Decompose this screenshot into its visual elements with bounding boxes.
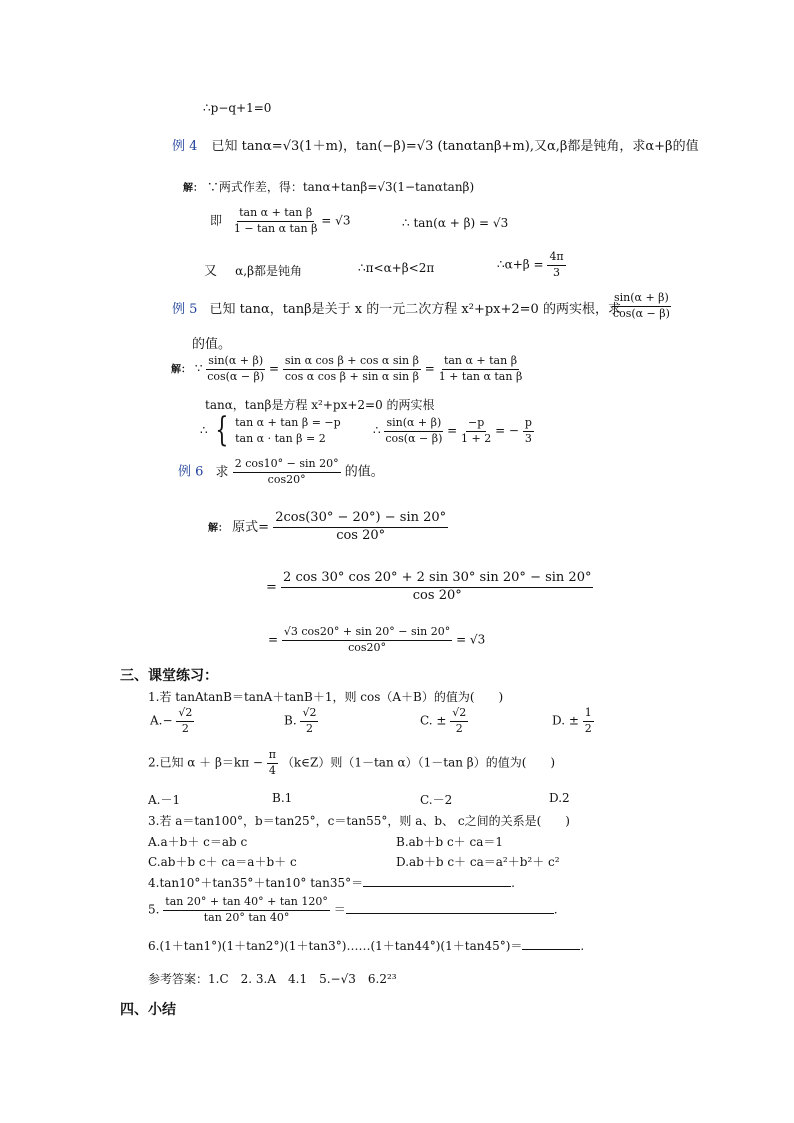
- exercise-2-option-b: B.1: [272, 791, 293, 805]
- exercise-2-option-a: A.－1: [148, 793, 181, 807]
- fraction-denominator: cos α cos β + sin α sin β: [284, 369, 419, 383]
- fraction-denominator: cos 20°: [412, 587, 462, 603]
- fraction-numerator: √2: [176, 707, 194, 722]
- system-eq-1: tan α + tan β = −p: [235, 416, 341, 429]
- sin-over-cos-fraction: [612, 292, 671, 320]
- equals-sign: ＝: [333, 902, 346, 917]
- fraction-numerator: −p: [466, 417, 486, 432]
- fraction-numerator: sin α cos β + cos α sin β: [283, 355, 421, 370]
- example-6-fraction: [233, 458, 341, 486]
- question-prefix: 2.已知 α ＋ β＝kπ −: [148, 755, 263, 770]
- option-prefix: C. ±: [420, 713, 447, 728]
- fraction-g1: [384, 417, 443, 445]
- exercise-4-question: [148, 874, 515, 891]
- exercise-1-option-a: [150, 707, 194, 735]
- fraction-numerator: 2 cos10° − sin 20°: [233, 458, 341, 473]
- example-5-conclusion: ∴ $\frac{\sin(\alpha + \beta)}{\cos(\alpha - \beta)}$ = $\frac{-p}{1 + 2}$ = − $\frac{p}{3}$: [373, 416, 532, 445]
- fraction-denominator: 2: [584, 721, 592, 735]
- fraction-denominator: cos20°: [267, 472, 306, 486]
- pi-over-four: [267, 749, 278, 777]
- fraction-denominator: cos(α − β): [385, 431, 443, 445]
- fraction-denominator: tan 20° tan 40°: [203, 910, 290, 924]
- fraction-denominator: 1 + 2: [461, 431, 492, 445]
- example-6-tail: 的值。: [344, 464, 384, 480]
- example-4-therefore: ∴ tan(α + β) = √3: [402, 216, 509, 230]
- example-5-target-fraction: [612, 292, 671, 320]
- example-5-question: 已知 tanα，tanβ是关于 x 的一元二次方程 x²+px+2=0 的两实根，求: [209, 302, 621, 317]
- exercise-3-option-b: B.ab＋b c＋ ca＝1: [396, 835, 504, 849]
- tan-sum-fraction: [234, 207, 318, 235]
- fraction-numerator: 2cos(30° − 20°) − sin 20°: [273, 511, 448, 528]
- question-text: 4.tan10°＋tan35°＋tan10° tan35°＝: [148, 876, 364, 890]
- original-expression: 原式=: [232, 519, 270, 535]
- exercise-3-option-a: A.a＋b＋ c＝ab c: [148, 835, 248, 849]
- question-text: 6.(1＋tan1°)(1＋tan2°)(1＋tan3°)……(1＋tan44°)(1＋tan45°)＝: [148, 939, 523, 953]
- fraction-denominator: 4: [268, 763, 276, 777]
- example-6: [178, 458, 384, 486]
- step-1-fraction: [273, 511, 448, 544]
- question-prefix: 5.: [148, 902, 160, 917]
- fraction-numerator: tan 20° + tan 40° + tan 120°: [163, 896, 330, 911]
- fraction-numerator: sin(α + β): [206, 355, 265, 370]
- fraction-g3: [523, 417, 534, 445]
- example-6-step-1: [208, 511, 448, 544]
- fraction-denominator: 2: [455, 721, 463, 735]
- fraction-denominator: 2: [305, 721, 313, 735]
- example-5-roots-statement: tanα，tanβ是方程 x²+px+2=0 的两实根: [205, 398, 435, 412]
- fraction-denominator: cos(α − β): [612, 306, 670, 320]
- exercise-2-option-c: C.－2: [420, 793, 453, 807]
- option-fraction: [300, 707, 318, 735]
- qiu-text: 求: [215, 464, 229, 480]
- example-5-label: 例 5: [172, 302, 198, 317]
- fraction-denominator: 3: [553, 265, 561, 279]
- step-3-fraction: [282, 626, 452, 654]
- because-symbol: ∵: [194, 361, 203, 376]
- example-6-step-3: = $\frac{√3 \cos 20^\circ + \sin 20^\circ - \sin 20^\circ}{\cos 20^\circ}$ = √3: [268, 625, 486, 654]
- section-3-heading: 三、课堂练习：: [120, 667, 218, 683]
- fraction-numerator: 4π: [547, 251, 565, 266]
- fraction-denominator: cos20°: [348, 640, 387, 654]
- option-fraction: [450, 707, 468, 735]
- exercise-1-question: 1.若 tanAtanB＝tanA＋tanB＋1，则 cos（A＋B）的值为( ): [148, 690, 504, 704]
- equation-system: { tan α + tan β = −p tan α · tan β = 2: [215, 410, 341, 450]
- option-fraction: [176, 707, 194, 735]
- fraction-denominator: 1 − tan α tan β: [233, 221, 318, 235]
- example-4-solution-line1: [183, 178, 474, 195]
- obtuse-text: α,β都是钝角: [235, 264, 303, 278]
- answer-blank[interactable]: [363, 886, 511, 887]
- therefore-symbol: ∴: [373, 423, 381, 438]
- equals-root3: = √3: [456, 632, 486, 647]
- exercise-1-option-c: [420, 707, 468, 735]
- four-pi-over-three: [547, 251, 565, 279]
- example-5: [172, 298, 621, 317]
- example-5-solution-line1: 解： ∵ $\frac{\sin(\alpha + \beta)}{\cos(\alpha - \beta)}$ = $\frac{\text{sin α cos β + cos α sin β}}{\text{cos α cos β + sin α sin β}}$ = $\frac{\text{tan α + tan β}}{\text{1 + tan α tan β}}$: [171, 354, 523, 383]
- exercise-1-option-b: [284, 707, 318, 735]
- option-fraction: [583, 707, 594, 735]
- fraction-3: [439, 355, 523, 383]
- example-4-question: 已知 tanα=√3(1＋m)，tan(−β)=√3 (tanαtanβ+m),又α,β都是钝角，求α+β的值: [211, 139, 699, 154]
- fraction-numerator: √3 cos20° + sin 20° − sin 20°: [282, 626, 452, 641]
- exercise-5-question: [148, 896, 558, 924]
- period: .: [580, 939, 585, 953]
- exercise-1-option-d: [552, 707, 594, 735]
- solution-label: 解：: [183, 183, 203, 194]
- exercise-2-question: [148, 749, 555, 777]
- example-4-obtuse: [204, 260, 302, 279]
- reference-answers: 参考答案：1.C 2. 3.A 4.1 5.−√3 6.2²³: [148, 972, 397, 986]
- fraction-1: [206, 355, 265, 383]
- fraction-denominator: cos(α − β): [207, 369, 265, 383]
- fraction-denominator: cos 20°: [336, 527, 386, 543]
- fraction-numerator: √2: [450, 707, 468, 722]
- example-5-question-tail: 的值。: [192, 337, 232, 352]
- exercise-3-option-d: D.ab＋b c＋ ca＝a²＋b²＋ c²: [396, 855, 560, 869]
- fraction-denominator: 2: [181, 721, 189, 735]
- example-4-label: 例 4: [172, 139, 198, 154]
- carry-over-line: ∴p−q+1=0: [203, 101, 272, 115]
- example-4-result: [497, 251, 566, 279]
- example-6-step-2: = $\frac{2 \cos 30^\circ \cos 20^\circ + 2 \sin 30^\circ \sin 20^\circ - \sin 20^\circ}{\cos 20^\circ}$: [266, 570, 592, 603]
- example-4-range: ∴π<α+β<2π: [358, 261, 435, 275]
- system-eq-2: tan α · tan β = 2: [235, 432, 326, 445]
- period: .: [511, 876, 515, 890]
- fraction-2: [283, 355, 421, 383]
- tan-expression-fraction: [163, 896, 330, 924]
- fraction-numerator: tan α + tan β: [442, 355, 519, 370]
- fraction-numerator: 2 cos 30° cos 20° + 2 sin 30° sin 20° − sin 20°: [281, 571, 593, 588]
- fraction-g2: [461, 417, 491, 445]
- period: .: [553, 902, 558, 917]
- fraction-numerator: √2: [300, 707, 318, 722]
- option-prefix: A.−: [150, 713, 173, 728]
- fraction-numerator: π: [267, 749, 278, 764]
- result-prefix: ∴α+β =: [497, 257, 544, 272]
- option-prefix: D. ±: [552, 713, 579, 728]
- solution-label: 解：: [208, 522, 228, 534]
- section-4-heading: 四、小结: [120, 1001, 176, 1017]
- solution-text: ∵两式作差，得：tanα+tanβ=√3(1−tanαtanβ): [206, 180, 475, 194]
- exercise-3-question: 3.若 a＝tan100°，b＝tan25°，c＝tan55°，则 a、b、 c之间的关系是( ): [148, 814, 570, 828]
- example-4-formula-1: [210, 207, 350, 235]
- fraction-numerator: sin(α + β): [384, 417, 443, 432]
- you-text: 又: [204, 264, 218, 279]
- option-prefix: B.: [284, 713, 297, 728]
- exercise-2-option-d: D.2: [549, 791, 570, 805]
- equals-root3: = √3: [321, 213, 351, 228]
- therefore-symbol: ∴: [200, 423, 208, 438]
- fraction-numerator: p: [523, 417, 534, 432]
- example-5-system: [200, 410, 341, 450]
- fraction-numerator: sin(α + β): [612, 292, 671, 307]
- answer-blank[interactable]: [522, 949, 580, 950]
- example-6-label: 例 6: [178, 464, 204, 480]
- ji-text: 即: [210, 213, 223, 228]
- question-suffix: （k∈Z）则（1－tan α）（1－tan β）的值为( ): [281, 755, 556, 770]
- answer-blank[interactable]: [346, 913, 554, 914]
- exercise-3-option-c: C.ab＋b c＋ ca＝a＋b＋ c: [148, 855, 297, 869]
- fraction-numerator: tan α + tan β: [237, 207, 314, 222]
- step-2-fraction: [281, 571, 593, 604]
- neg-equals: = −: [495, 423, 519, 438]
- exercise-6-question: [148, 937, 584, 954]
- fraction-numerator: 1: [583, 707, 594, 722]
- fraction-denominator: 3: [524, 431, 532, 445]
- example-4: [172, 135, 699, 154]
- fraction-denominator: 1 + tan α tan β: [438, 369, 523, 383]
- solution-label: 解：: [171, 364, 191, 376]
